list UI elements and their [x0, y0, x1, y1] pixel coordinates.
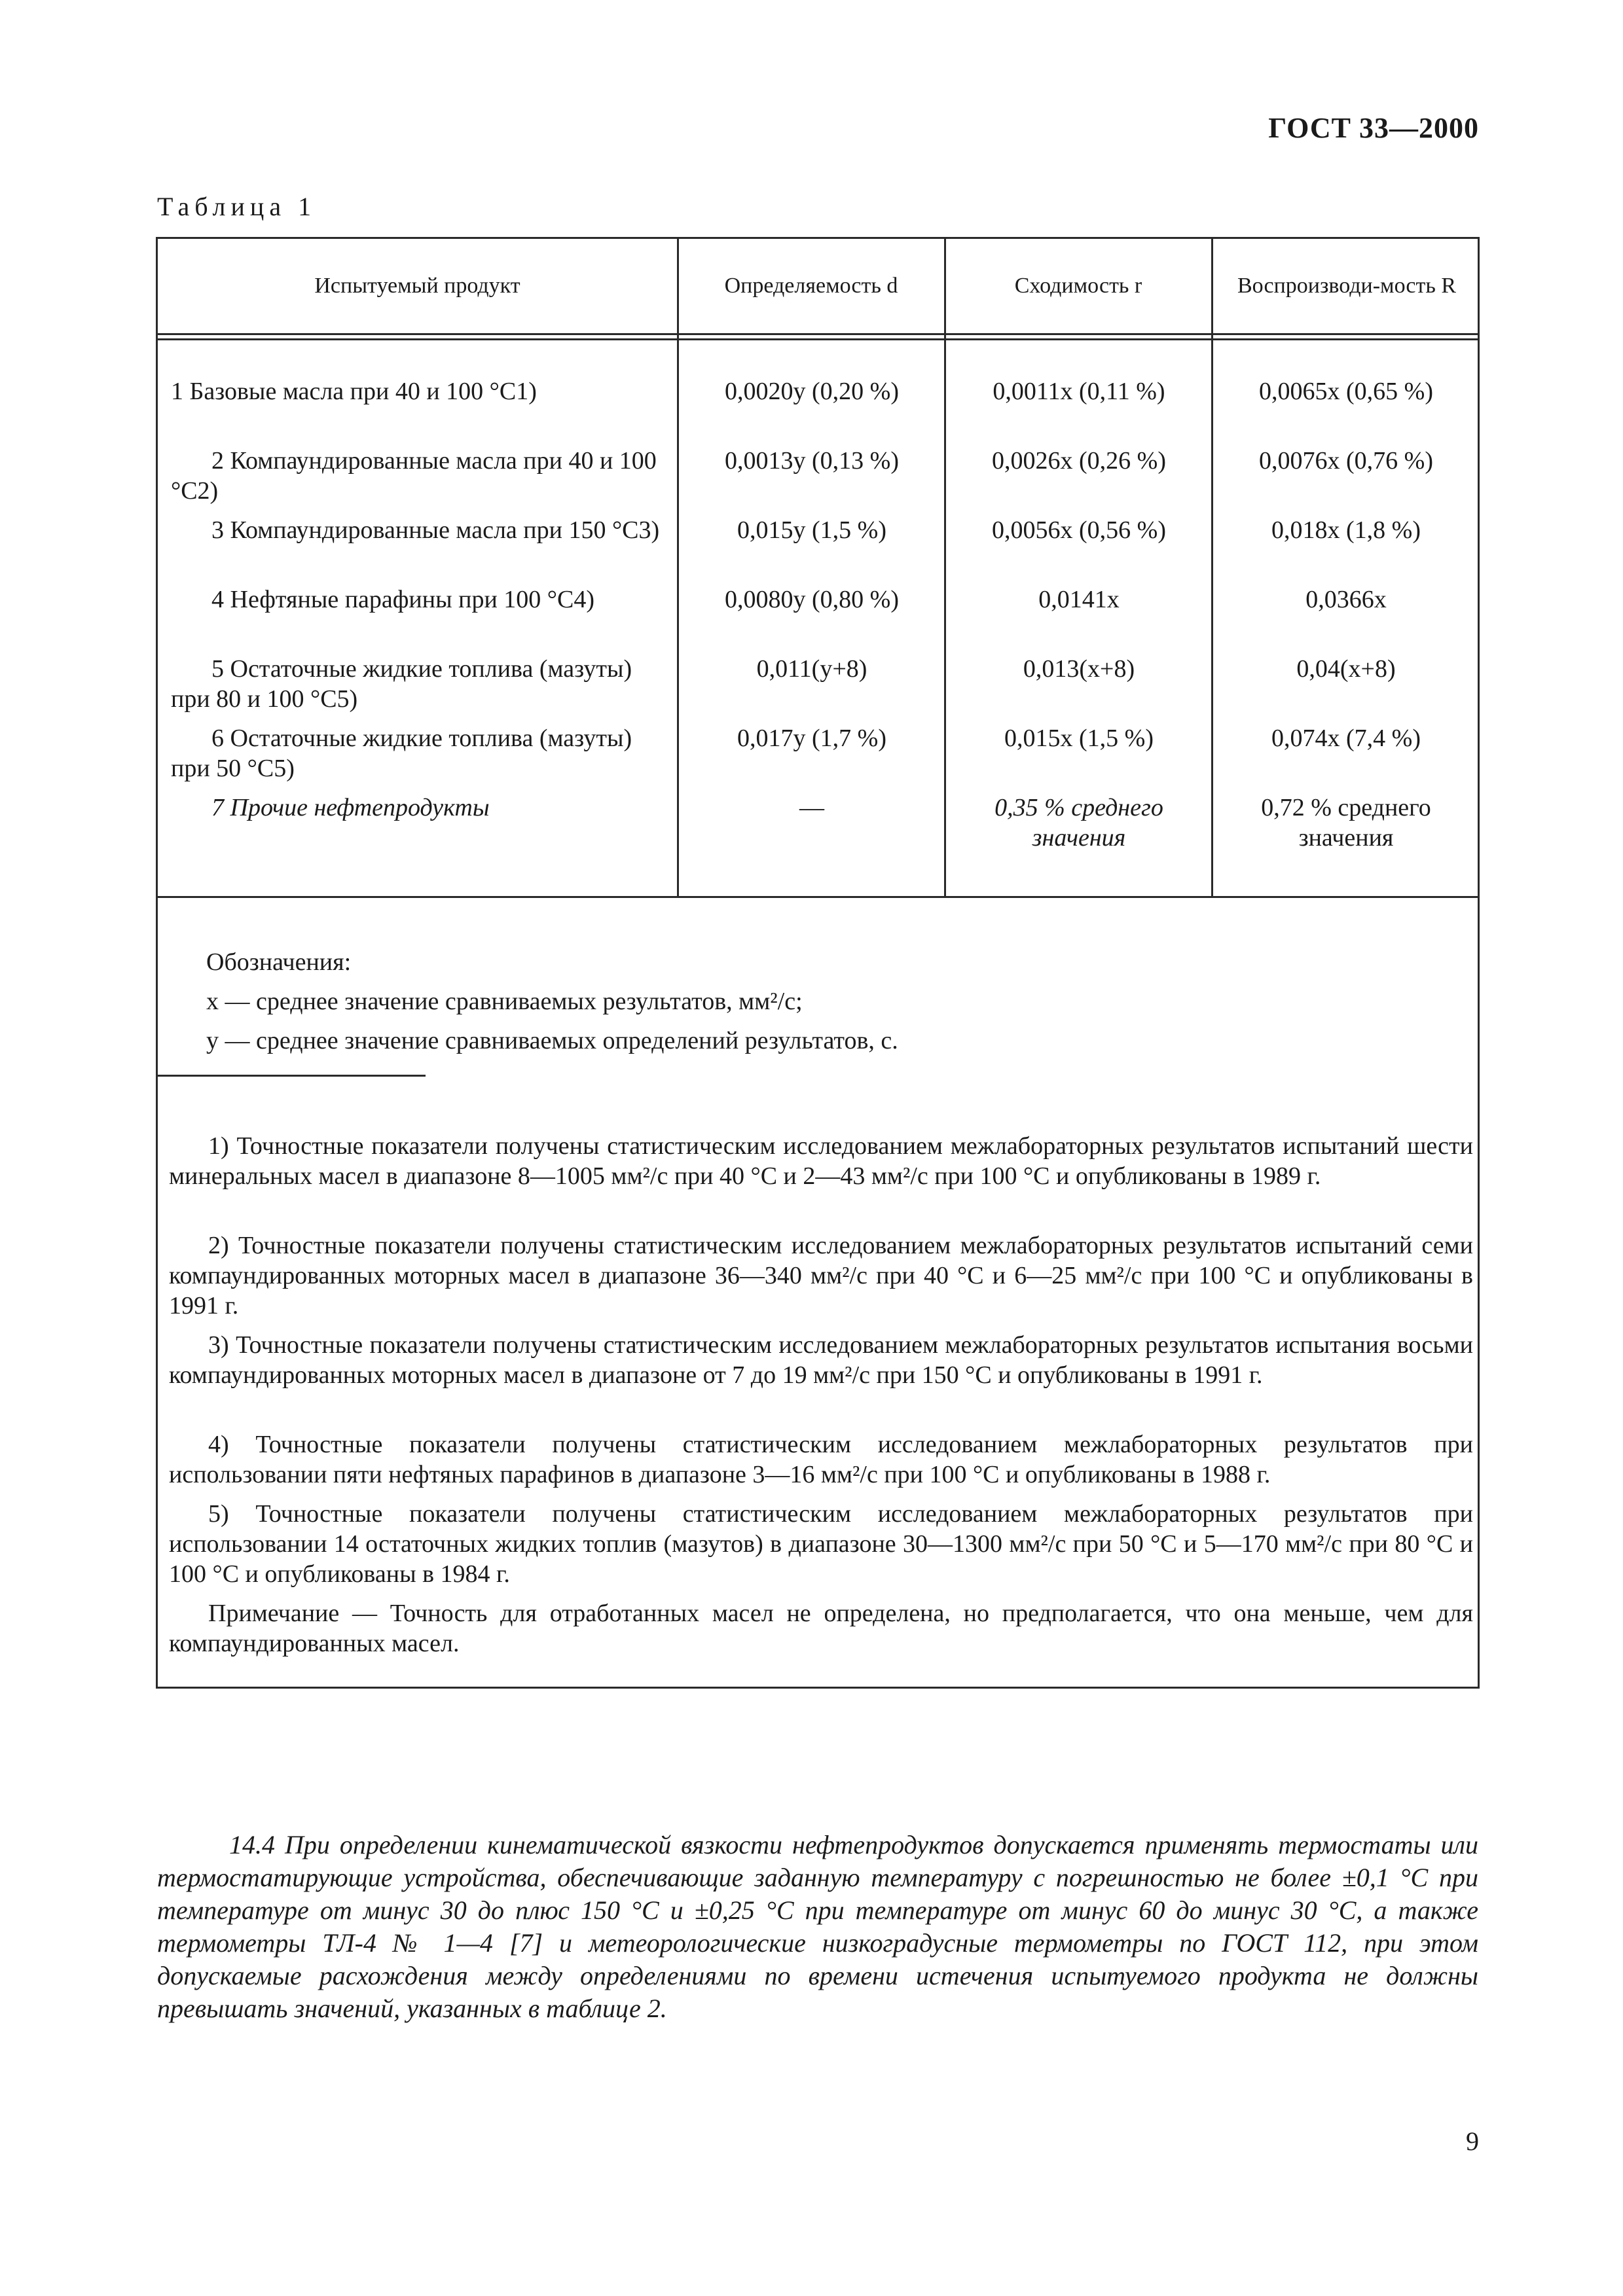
paragraph-text: 14.4 При определении кинематической вязкости нефтепродуктов допускается применять термостаты или термостатирующие устройства, обеспечивающие заданную температуру с погрешностью не более ±0,1 °С при температуре от минус 30 до плюс 150 °С и ±0,25 °С при температуре от минус 60 до минус 30 °С, а также термометры ТЛ-4 № 1—4 [7] и метеорологические низкоградусные термометры по ГОСТ 112, при этом допускаемые расхождения между определениями по времени истечения испытуемого продукта не должны превышать значений, указанных в таблице 2. — [157, 1830, 1478, 2023]
row-d: 0,0080y (0,80 %) — [725, 586, 899, 613]
row-R: 0,0366x — [1305, 586, 1387, 613]
note-text: Примечание — Точность для отработанных масел не определена, но предполагается, что она меньше, чем для компаундированных масел. — [169, 1600, 1473, 1657]
page-number: 9 — [1466, 2126, 1479, 2156]
row-r: 0,0026x (0,26 %) — [992, 447, 1166, 475]
footnote-text: 4) Точностные показатели получены статистическим исследованием межлабораторных результатов при использовании пяти нефтяных парафинов в диапазоне 3—16 мм²/с при 100 °С и опубликованы в 1988 г. — [169, 1431, 1473, 1488]
row-r: 0,0011x (0,11 %) — [993, 378, 1165, 405]
row-d: 0,0020y (0,20 %) — [725, 378, 899, 405]
footnote-text: 3) Точностные показатели получены статистическим исследованием межлабораторных результатов испытания восьми компаундированных моторных масел в диапазоне от 7 до 19 мм²/с при 150 °С и опубликованы в 1991 г. — [169, 1331, 1473, 1389]
row-R: 0,0076x (0,76 %) — [1259, 447, 1433, 475]
row-R: 0,018x (1,8 %) — [1271, 516, 1421, 544]
table-body-rule — [158, 896, 1478, 898]
row-r: 0,015x (1,5 %) — [1004, 725, 1154, 752]
row-r: 0,0141x — [1038, 586, 1120, 613]
column-header-R: Воспроизводи-мость R — [1237, 274, 1457, 298]
row-d: 0,015y (1,5 %) — [737, 516, 886, 544]
column-header-d: Определяемость d — [724, 274, 898, 298]
footnote-1 — [169, 1131, 1473, 1191]
row-product: 1 Базовые масла при 40 и 100 °С1) — [171, 378, 537, 405]
footnote-3 — [169, 1330, 1473, 1390]
header-rule — [158, 338, 1478, 340]
footnote-text: 2) Точностные показатели получены статистическим исследованием межлабораторных результатов испытаний семи компаундированных моторных масел в диапазоне 36—340 мм²/с при 40 °С и 6—25 мм²/с при 100 °С и опубликованы в 1991 г. — [169, 1232, 1473, 1319]
row-product: 3 Компаундированные масла при 150 °С3) — [211, 516, 660, 544]
footnote-text: 5) Точностные показатели получены статистическим исследованием межлабораторных результатов при использовании 14 остаточных жидких топлив (мазутов) в диапазоне 30—1300 мм²/с при 50 °С и 5—170 мм²/с при 80 °С и 100 °С и опубликованы в 1984 г. — [169, 1500, 1473, 1588]
footnote-5 — [169, 1499, 1473, 1589]
row-r: 0,013(x+8) — [1023, 655, 1135, 683]
row-product: 5 Остаточные жидкие топлива (мазуты) при 80 и 100 °С5) — [171, 655, 632, 713]
legend-title: Обозначения: — [206, 948, 352, 976]
table-note — [169, 1598, 1473, 1659]
row-R: 0,0065x (0,65 %) — [1259, 378, 1433, 405]
legend-y: y — среднее значение сравниваемых определений результатов, с. — [206, 1027, 898, 1054]
section-14-4-paragraph — [157, 1829, 1478, 2025]
footnote-4 — [169, 1429, 1473, 1490]
row-R: 0,074x (7,4 %) — [1271, 725, 1421, 752]
row-d: 0,0013y (0,13 %) — [725, 447, 899, 475]
row-product: 7 Прочие нефтепродукты — [211, 794, 490, 821]
row-d: — — [799, 794, 824, 821]
column-header-r: Сходимость r — [1014, 274, 1142, 298]
legend-x: x — среднее значение сравниваемых результатов, мм²/с; — [206, 988, 803, 1015]
column-header-product: Испытуемый продукт — [314, 274, 520, 298]
row-product: 4 Нефтяные парафины при 100 °С4) — [211, 586, 594, 613]
row-r: 0,0056x (0,56 %) — [992, 516, 1166, 544]
row-R: 0,72 % среднего значения — [1261, 794, 1431, 852]
header-rule — [158, 333, 1478, 335]
row-r: 0,35 % среднего значения — [994, 794, 1163, 852]
row-d: 0,011(y+8) — [756, 655, 867, 683]
row-product: 6 Остаточные жидкие топлива (мазуты) при 50 °С5) — [171, 725, 632, 782]
footnote-2 — [169, 1230, 1473, 1321]
footnote-separator — [156, 1075, 426, 1077]
footnote-text: 1) Точностные показатели получены статистическим исследованием межлабораторных результатов испытаний шести минеральных масел в диапазоне 8—1005 мм²/с при 40 °С и 2—43 мм²/с при 100 °С и опубликованы в 1989 г. — [169, 1132, 1473, 1190]
document-id: ГОСТ 33—2000 — [1268, 112, 1479, 144]
row-d: 0,017y (1,7 %) — [737, 725, 886, 752]
table-caption: Таблица 1 — [157, 192, 317, 221]
row-R: 0,04(x+8) — [1296, 655, 1396, 683]
row-product: 2 Компаундированные масла при 40 и 100 °С2) — [171, 447, 657, 505]
